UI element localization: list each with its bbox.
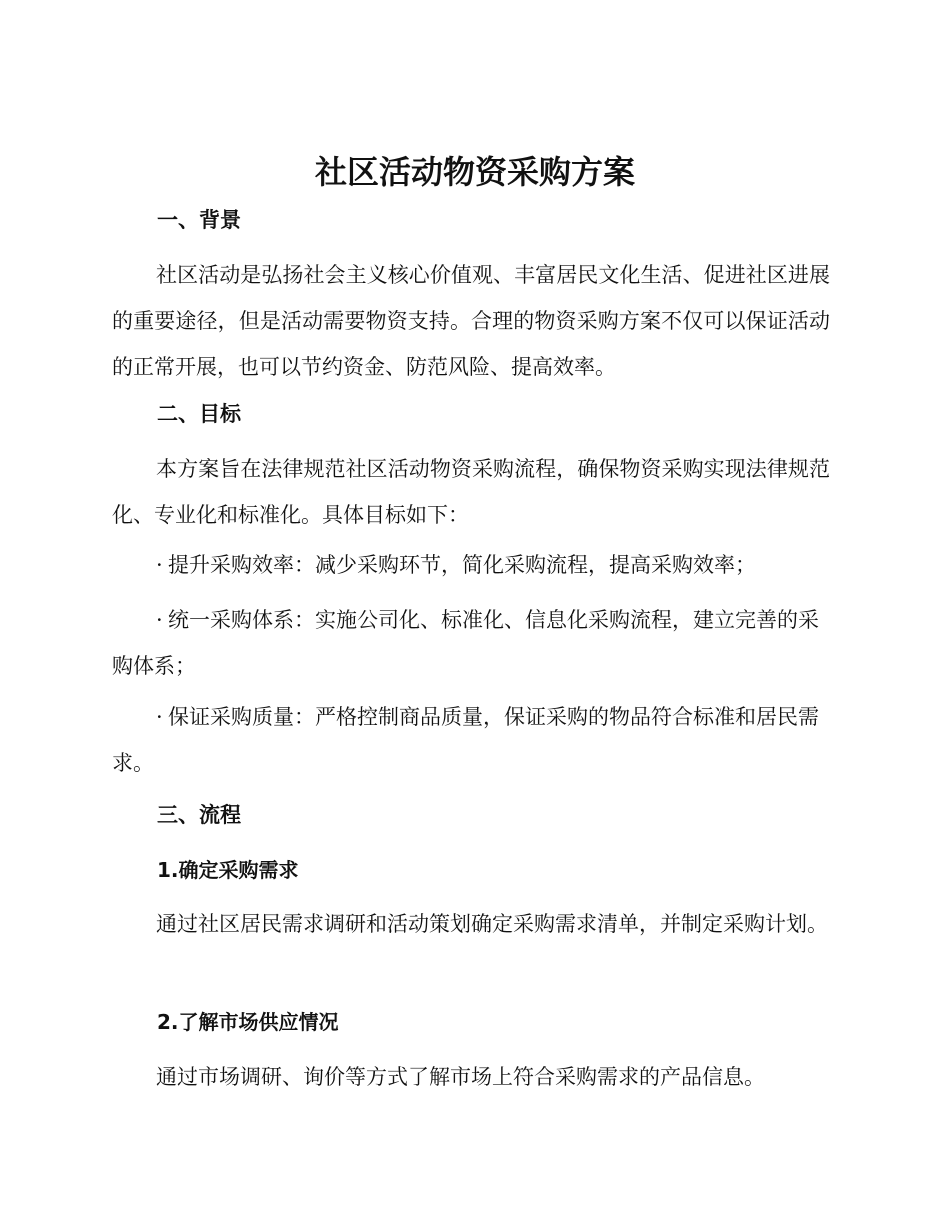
section-heading-goals: 二、目标 — [157, 402, 241, 426]
step-text: 通过市场调研、询价等方式了解市场上符合采购需求的产品信息。 — [156, 1065, 765, 1089]
bullet-dot: · — [156, 608, 163, 632]
goal-bullet-item — [112, 694, 830, 786]
step-text: 通过社区居民需求调研和活动策划确定采购需求清单，并制定采购计划。 — [156, 912, 828, 936]
goal-bullet-item — [112, 597, 830, 689]
step-title: 2.了解市场供应情况 — [157, 1010, 339, 1034]
section-heading-process: 三、流程 — [157, 803, 241, 827]
step-title: 1.确定采购需求 — [157, 858, 299, 882]
goal-bullet-text: 提升采购效率：减少采购环节，简化采购流程，提高采购效率； — [168, 553, 756, 577]
goal-bullet-text: 统一采购体系：实施公司化、标准化、信息化采购流程，建立完善的采购体系； — [112, 608, 819, 678]
goal-bullet-text: 保证采购质量：严格控制商品质量，保证采购的物品符合标准和居民需求。 — [112, 705, 819, 775]
bullet-dot: · — [156, 705, 163, 729]
background-paragraph: 社区活动是弘扬社会主义核心价值观、丰富居民文化生活、促进社区进展的重要途径，但是活动需要物资支持。合理的物资采购方案不仅可以保证活动的正常开展，也可以节约资金、防范风险、提高效率。 — [112, 263, 830, 379]
bullet-dot: · — [156, 553, 163, 577]
section-heading-background: 一、背景 — [157, 208, 241, 232]
goal-bullet-item — [112, 542, 830, 588]
document-title: 社区活动物资采购方案 — [314, 153, 635, 191]
goals-intro-paragraph: 本方案旨在法律规范社区活动物资采购流程，确保物资采购实现法律规范化、专业化和标准化。具体目标如下： — [112, 457, 830, 527]
